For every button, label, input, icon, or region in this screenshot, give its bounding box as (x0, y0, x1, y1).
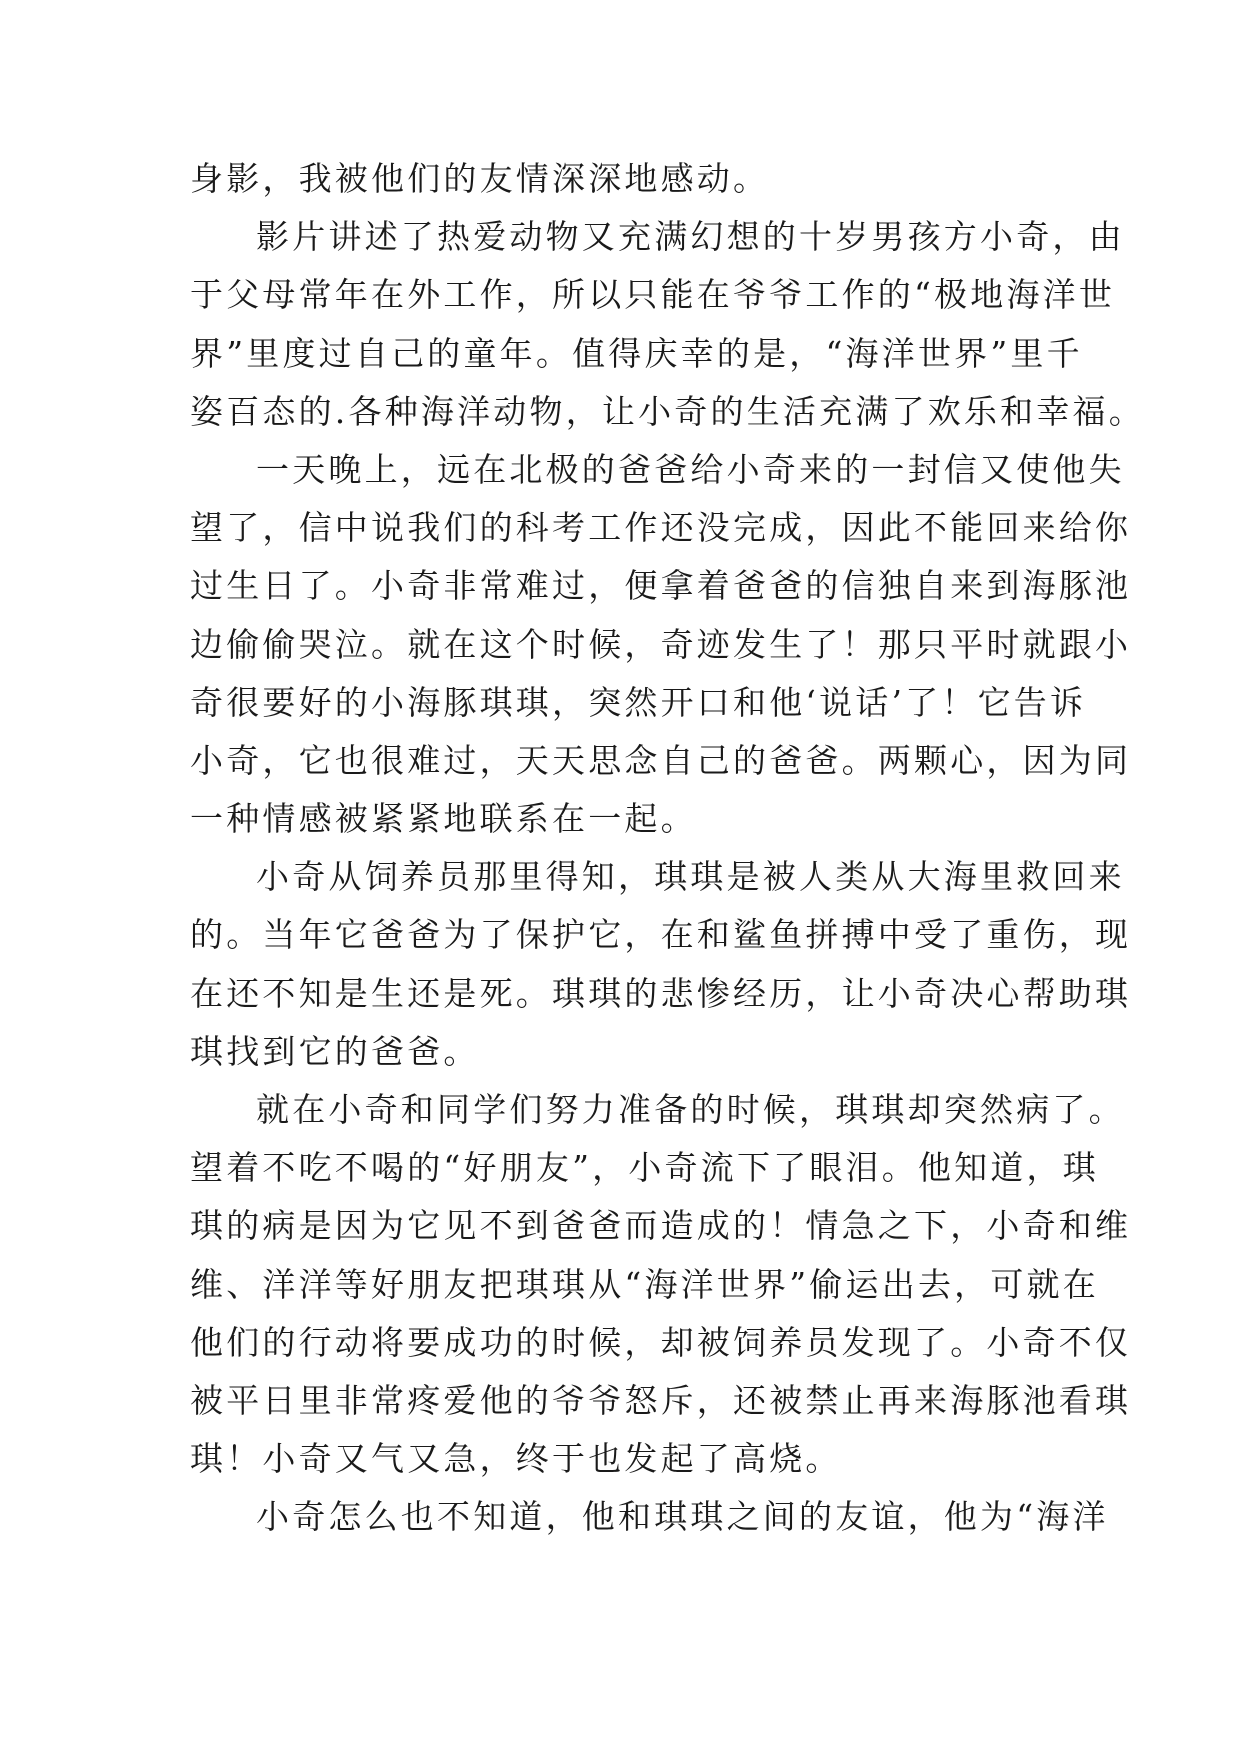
text-line: 小奇从饲养员那里得知，琪琪是被人类从大海里救回来 (256, 857, 1125, 897)
text-line: 奇很要好的小海豚琪琪，突然开口和他‘说话’了！它告诉 (190, 682, 1087, 722)
text-line: 界”里度过自己的童年。值得庆幸的是，“海洋世界”里千 (190, 333, 1083, 373)
text-line: 一天晚上，远在北极的爸爸给小奇来的一封信又使他失 (256, 449, 1125, 489)
text-line: 在还不知是生还是死。琪琪的悲惨经历，让小奇决心帮助琪 (190, 973, 1132, 1013)
text-line: 一种情感被紧紧地联系在一起。 (190, 799, 697, 839)
document-body (190, 150, 1145, 1547)
text-line: 过生日了。小奇非常难过，便拿着爸爸的信独自来到海豚池 (190, 566, 1132, 606)
text-line: 小奇怎么也不知道，他和琪琪之间的友谊，他为“海洋 (256, 1497, 1109, 1537)
text-line: 维、洋洋等好朋友把琪琪从“海洋世界”偷运出去，可就在 (190, 1264, 1099, 1304)
text-line: 被平日里非常疼爱他的爷爷怒斥，还被禁止再来海豚池看琪 (190, 1380, 1132, 1420)
text-line: 就在小奇和同学们努力准备的时候，琪琪却突然病了。 (256, 1090, 1125, 1129)
text-line: 琪！小奇又气又急，终于也发起了高烧。 (190, 1439, 842, 1479)
text-line: 琪的病是因为它见不到爸爸而造成的！情急之下，小奇和维 (190, 1206, 1132, 1246)
text-line: 小奇，它也很难过，天天思念自己的爸爸。两颗心，因为同 (190, 740, 1132, 780)
text-line: 望了，信中说我们的科考工作还没完成，因此不能回来给你 (190, 508, 1132, 548)
text-line: 琪找到它的爸爸。 (190, 1031, 480, 1071)
text-line: 边偷偷哭泣。就在这个时候，奇迹发生了！那只平时就跟小 (190, 624, 1132, 664)
text-line: 他们的行动将要成功的时候，却被饲养员发现了。小奇不仅 (190, 1322, 1132, 1362)
text-line: 望着不吃不喝的“好朋友”，小奇流下了眼泪。他知道，琪 (190, 1148, 1099, 1188)
text-line: 姿百态的.各种海洋动物，让小奇的生活充满了欢乐和幸福。 (190, 391, 1145, 431)
text-line: 于父母常年在外工作，所以只能在爷爷工作的“极地海洋世 (190, 275, 1116, 315)
text-line: 身影，我被他们的友情深深地感动。 (190, 159, 770, 198)
text-line: 影片讲述了热爱动物又充满幻想的十岁男孩方小奇，由 (256, 217, 1125, 257)
text-line: 的。当年它爸爸为了保护它，在和鲨鱼拼搏中受了重伤，现 (190, 915, 1132, 955)
